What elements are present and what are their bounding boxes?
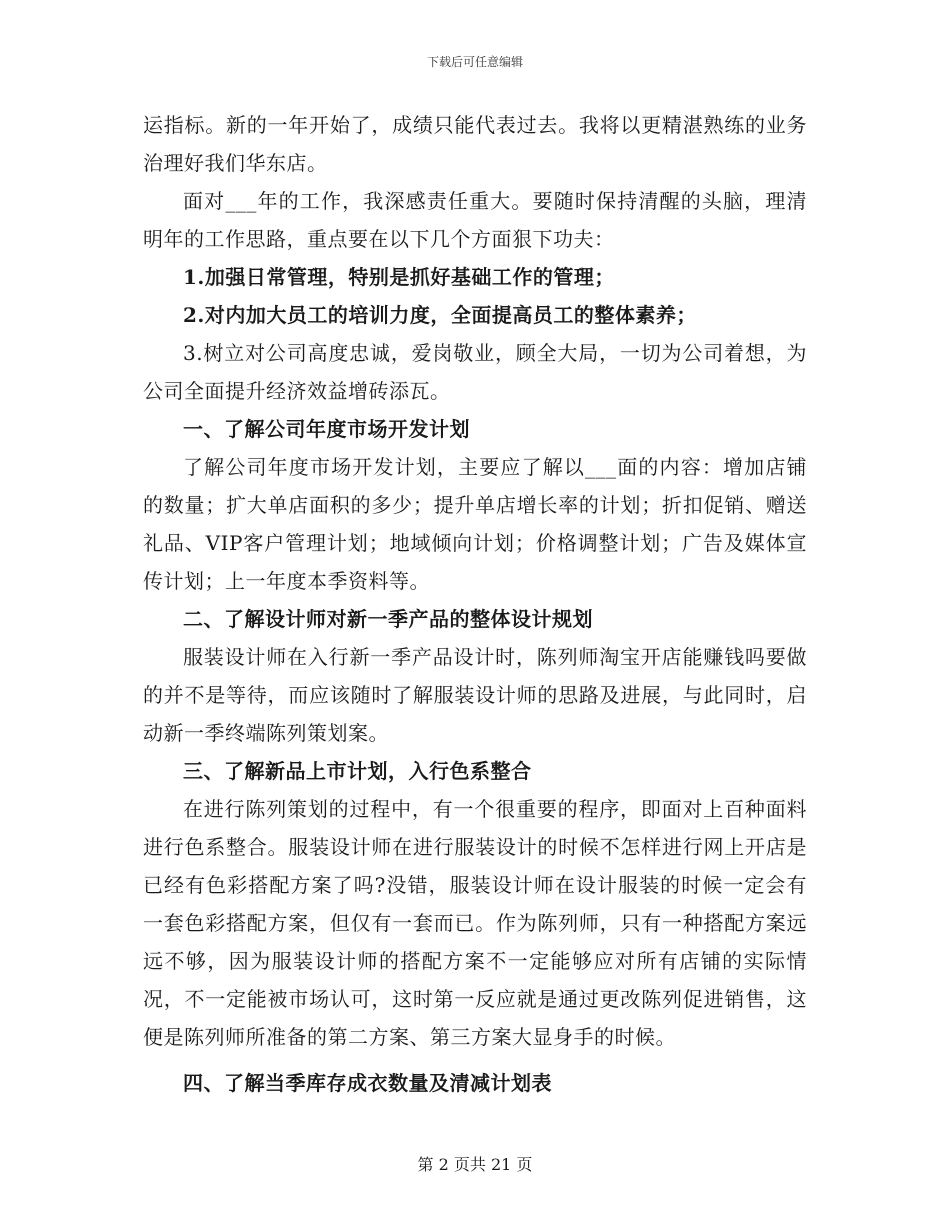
list-item-1: 1.加强日常管理，特别是抓好基础工作的管理； xyxy=(183,265,615,289)
section-heading-2: 二、了解设计师对新一季产品的整体设计规划 xyxy=(183,607,593,631)
paragraph-intro: 面对___年的工作，我深感责任重大。要随时保持清醒的头脑，理清明年的工作思路，重点要在以下几个方面狠下功夫： xyxy=(143,189,807,251)
page-footer: 第 2 页共 21 页 xyxy=(417,1155,533,1174)
section-heading-3: 三、了解新品上市计划，入行色系整合 xyxy=(183,759,532,783)
section-heading-1: 一、了解公司年度市场开发计划 xyxy=(183,417,470,441)
list-item-3: 3.树立对公司高度忠诚，爱岗敬业，顾全大局，一切为公司着想，为公司全面提升经济效益增砖添瓦。 xyxy=(143,341,807,403)
section-body-1: 了解公司年度市场开发计划，主要应了解以___面的内容：增加店铺的数量；扩大单店面积的多少；提升单店增长率的计划；折扣促销、赠送礼品、VIP客户管理计划；地域倾向计划；价格调整计划；广告及媒体宣传计划；上一年度本季资料等。 xyxy=(143,455,807,593)
section-body-2: 服装设计师在入行新一季产品设计时，陈列师淘宝开店能赚钱吗要做的并不是等待，而应该随时了解服装设计师的思路及进展，与此同时，启动新一季终端陈列策划案。 xyxy=(143,645,807,745)
section-heading-4: 四、了解当季库存成衣数量及清减计划表 xyxy=(183,1071,552,1095)
page-header: 下载后可任意编辑 xyxy=(426,55,523,69)
section-body-3: 在进行陈列策划的过程中，有一个很重要的程序，即面对上百种面料进行色系整合。服装设计师在进行服装设计的时候不怎样进行网上开店是已经有色彩搭配方案了吗?没错，服装设计师在设计服装的时候一定会有一套色彩搭配方案，但仅有一套而已。作为陈列师，只有一种搭配方案远远不够，因为服装设计师的搭配方案不一定能够应对所有店铺的实际情况，不一定能被市场认可，这时第一反应就是通过更改陈列促进销售，这便是陈列师所准备的第二方案、第三方案大显身手的时候。 xyxy=(143,797,807,1049)
document-body xyxy=(143,106,807,1102)
list-item-2: 2.对内加大员工的培训力度，全面提高员工的整体素养； xyxy=(183,303,697,327)
paragraph-continuation: 运指标。新的一年开始了，成绩只能代表过去。我将以更精湛熟练的业务治理好我们华东店。 xyxy=(143,113,807,175)
